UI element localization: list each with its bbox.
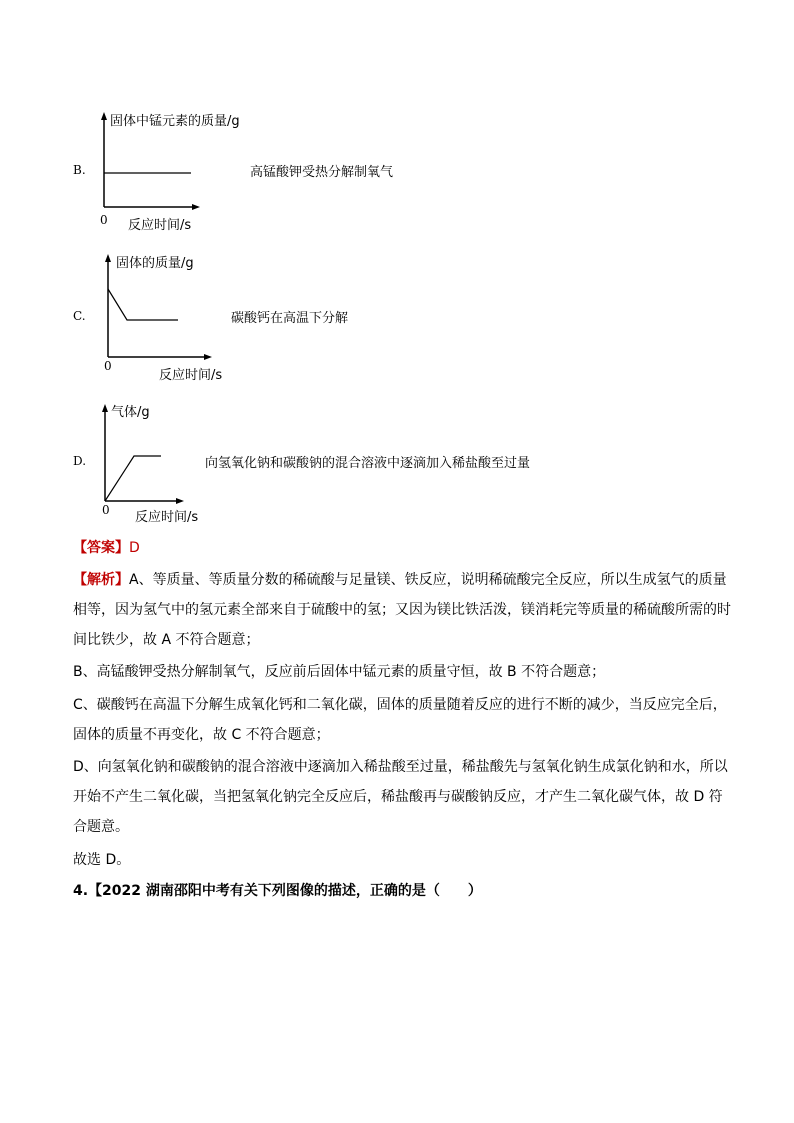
analysis-a [73,565,733,655]
option-d-y-arrow [102,404,108,412]
option-c-description: 碳酸钙在高温下分解 [231,311,349,326]
option-b-x-label: 反应时间/s [128,218,192,233]
option-d-description: 向氢氧化钠和碳酸钠的混合溶液中逐滴加入稀盐酸至过量 [205,456,531,471]
option-d-origin: 0 [102,503,110,517]
question-4-title: 4.【2022 湖南邵阳中考有关下列图像的描述，正确的是（ ） [73,883,482,899]
option-b-origin: 0 [100,213,108,227]
option-b-letter: B. [73,163,86,177]
analysis-conclusion: 故选 D。 [73,852,131,868]
analysis-label: 【解析】 [73,572,129,588]
analysis-b: B、高锰酸钾受热分解制氧气，反应前后固体中锰元素的质量守恒，故 B 不符合题意； [73,664,606,680]
option-d-y-label: 气体/g [111,405,150,420]
answer-line [73,533,733,563]
option-c-y-label: 固体的质量/g [116,256,194,271]
option-b-y-label: 固体中锰元素的质量/g [110,114,240,129]
answer-label: 【答案】 [73,540,129,556]
option-c-letter: C. [73,309,86,323]
answer-value: D [129,540,140,556]
option-c-origin: 0 [104,359,112,373]
analysis-c: C、碳酸钙在高温下分解生成氧化钙和二氧化碳，固体的质量随着反应的进行不断的减少，当反应完全后，固体的质量不再变化，故 C 不符合题意； [73,697,727,743]
option-d-x-label: 反应时间/s [135,510,199,525]
option-b-description: 高锰酸钾受热分解制氧气 [250,165,394,180]
analysis-a-text: A、等质量、等质量分数的稀硫酸与足量镁、铁反应，说明稀硫酸完全反应，所以生成氢气的质量相等，因为氢气中的氢元素全部来自于硫酸中的氢；又因为镁比铁活泼，镁消耗完等质量的稀硫酸所需的时间比铁少，故 A 不符合题意； [73,572,731,648]
option-c-x-label: 反应时间/s [159,368,223,383]
option-d-curve [105,456,161,501]
option-d-letter: D. [73,454,87,468]
analysis-d: D、向氢氧化钠和碳酸钠的混合溶液中逐滴加入稀盐酸至过量，稀盐酸先与氢氧化钠生成氯化钠和水，所以开始不产生二氧化碳，当把氢氧化钠完全反应后，稀盐酸再与碳酸钠反应，才产生二氧化碳气体，故 D 符合题意。 [73,759,728,835]
option-d-x-arrow [176,498,184,504]
